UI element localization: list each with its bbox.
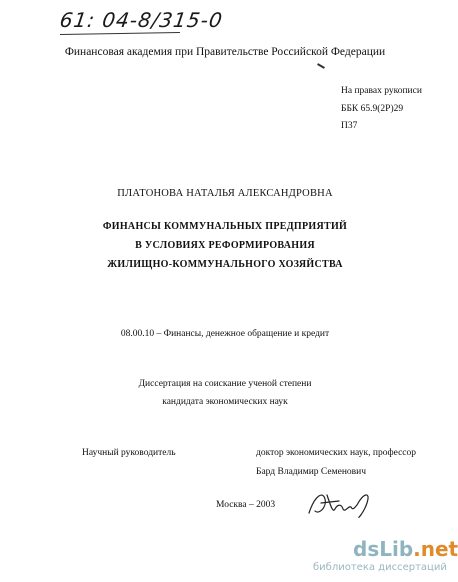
handwritten-registry-code: 61: 04-8/315-0	[58, 8, 225, 32]
stray-mark	[317, 63, 325, 69]
dslib-tagline: библиотека диссертаций	[313, 562, 447, 573]
title-line: ЖИЛИЩНО-КОММУНАЛЬНОГО ХОЗЯЙСТВА	[107, 259, 343, 270]
dslib-logo[interactable]: dsLib.net	[353, 537, 458, 561]
supervisor-degree: доктор экономических наук, профессор	[256, 448, 417, 458]
supervisor-label: Научный руководитель	[82, 448, 176, 458]
author-name: ПЛАТОНОВА НАТАЛЬЯ АЛЕКСАНДРОВНА	[117, 188, 333, 199]
handwritten-underline	[60, 32, 180, 35]
bbk-code: ББК 65.9(2Р)29	[341, 104, 404, 114]
handwritten-signature	[305, 485, 375, 525]
specialty: 08.00.10 – Финансы, денежное обращение и кредит	[120, 329, 330, 339]
dissertation-line: кандидата экономических наук	[162, 397, 288, 407]
manuscript-rights: На правах рукописи	[341, 86, 422, 96]
dissertation-line: Диссертация на соискание ученой степени	[138, 379, 312, 389]
title-line: В УСЛОВИЯХ РЕФОРМИРОВАНИЯ	[135, 240, 315, 251]
title-line: ФИНАНСЫ КОММУНАЛЬНЫХ ПРЕДПРИЯТИЙ	[102, 221, 348, 232]
city-year: Москва – 2003	[216, 500, 276, 510]
classification-code: П37	[341, 121, 358, 131]
supervisor-name: Бард Владимир Семенович	[256, 467, 367, 477]
organization-name: Финансовая академия при Правительстве Российской Федерации	[64, 46, 386, 58]
